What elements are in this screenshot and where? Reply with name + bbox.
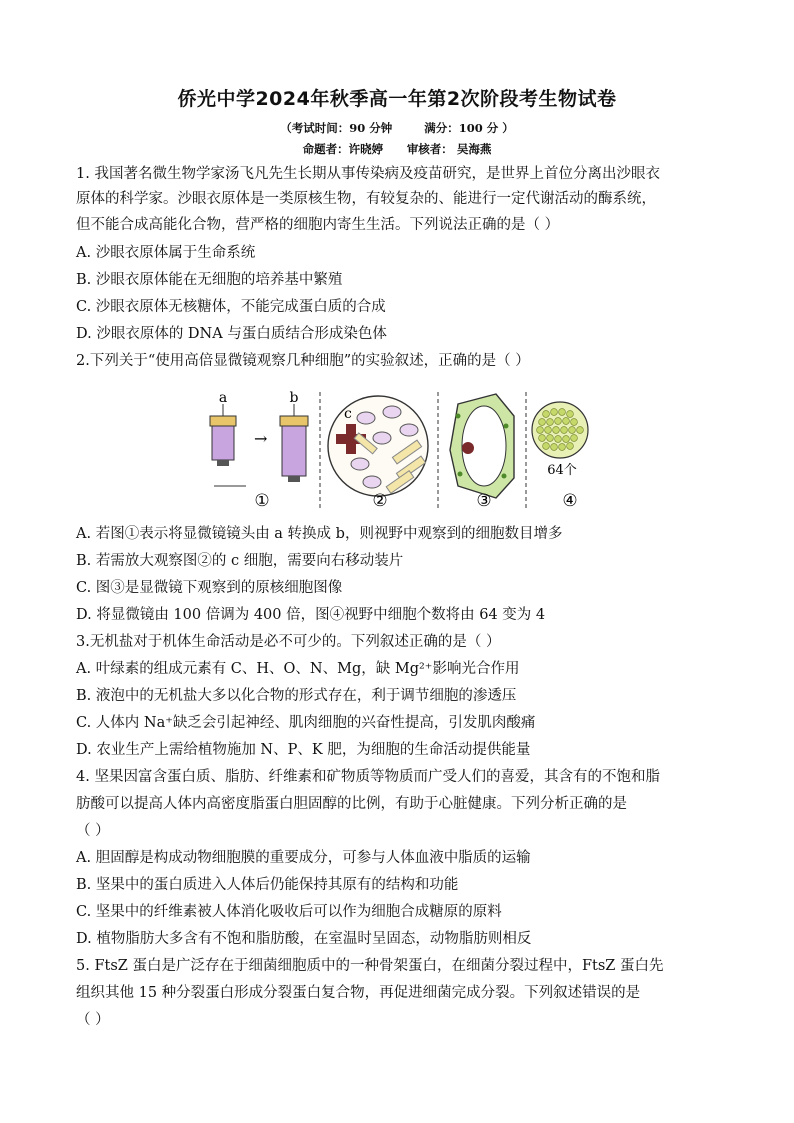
q2-option-b: B. 若需放大观察图②的 c 细胞，需要向右移动装片 [76,553,404,569]
q4-option-b: B. 坚果中的蛋白质进入人体后仍能保持其原有的结构和功能 [76,877,459,893]
panel-number-2: ② [372,491,388,511]
full-score: 满分：100 分 ） [424,121,514,135]
q4-stem-line2: 肪酸可以提高人体内高密度脂蛋白胆固醇的比例，有助于心脏健康。下列分析正确的是 [76,796,627,812]
q2-stem: 2.下列关于“使用高倍显微镜观察几种细胞”的实验叙述，正确的是（ ） [76,353,530,369]
setter: 命题者：许晓婷 [302,142,384,156]
label-c: c [344,406,352,422]
cell-count-label: 64个 [547,463,577,478]
q5-stem-line3: （ ） [76,1012,110,1028]
q1-option-c: C. 沙眼衣原体无核糖体，不能完成蛋白质的合成 [76,299,386,315]
exam-title: 侨光中学2024年秋季高一年第2次阶段考生物试卷 [177,88,617,110]
q1-option-a: A. 沙眼衣原体属于生命系统 [76,245,256,261]
q1-option-d: D. 沙眼衣原体的 DNA 与蛋白质结合形成染色体 [76,326,387,342]
label-b: b [289,390,299,406]
q4-option-c: C. 坚果中的纤维素被人体消化吸收后可以作为细胞合成糖原的原料 [76,904,502,920]
exam-time: （考试时间：90 分钟 [280,121,393,135]
q1-stem-line1: 1. 我国著名微生物学家汤飞凡先生长期从事传染病及疫苗研究，是世界上首位分离出沙眼衣 [76,166,660,182]
q5-stem-line1: 5. FtsZ 蛋白是广泛存在于细菌细胞质中的一种骨架蛋白，在细菌分裂过程中，FtsZ 蛋白先 [76,958,664,974]
reviewer: 审核者： 吴海燕 [406,142,492,156]
q4-option-a: A. 胆固醇是构成动物细胞膜的重要成分，可参与人体血液中脂质的运输 [76,850,531,866]
q3-option-b: B. 液泡中的无机盐大多以化合物的形式存在，利于调节细胞的渗透压 [76,688,517,704]
panel-number-1: ① [254,491,270,511]
exam-info [0,120,794,136]
q3-stem: 3.无机盐对于机体生命活动是必不可少的。下列叙述正确的是（ ） [76,634,501,650]
panel-number-3: ③ [476,491,492,511]
objective-lens-b [280,416,308,482]
microscope-view-cells [328,396,428,496]
q3-option-a: A. 叶绿素的组成元素有 C、H、O、N、Mg，缺 Mg²⁺影响光合作用 [76,661,520,677]
label-a: a [218,390,228,406]
plant-cell [450,394,514,498]
q4-stem-line1: 4. 坚果因富含蛋白质、脂肪、纤维素和矿物质等物质而广受人们的喜爱，其含有的不饱和脂 [76,769,660,785]
q2-option-a: A. 若图①表示将显微镜镜头由 a 转换成 b，则视野中观察到的细胞数目增多 [76,526,563,542]
objective-lens-a [210,416,236,466]
microscope-view-64-cells [532,402,588,458]
arrow-icon: → [254,429,268,448]
exam-authors [0,141,794,157]
q3-option-c: C. 人体内 Na⁺缺乏会引起神经、肌肉细胞的兴奋性提高，引发肌肉酸痛 [76,715,536,731]
q1-stem-line2: 原体的科学家。沙眼衣原体是一类原核生物，有较复杂的、能进行一定代谢活动的酶系统， [76,191,656,207]
q4-option-d: D. 植物脂肪大多含有不饱和脂肪酸，在室温时呈固态，动物脂肪则相反 [76,931,532,947]
q2-figure [196,390,596,515]
q2-option-c: C. 图③是显微镜下观察到的原核细胞图像 [76,580,343,596]
panel-number-4: ④ [562,491,578,511]
q3-option-d: D. 农业生产上需给植物施加 N、P、K 肥，为细胞的生命活动提供能量 [76,742,531,758]
q1-stem-line3: 但不能合成高能化合物，营严格的细胞内寄生生活。下列说法正确的是（ ） [76,217,560,233]
q4-stem-line3: （ ） [76,823,110,839]
q2-option-d: D. 将显微镜由 100 倍调为 400 倍，图④视野中细胞个数将由 64 变为 4 [76,607,546,623]
q5-stem-line2: 组织其他 15 种分裂蛋白形成分裂蛋白复合物，再促进细菌完成分裂。下列叙述错误的是 [76,985,641,1001]
q1-option-b: B. 沙眼衣原体能在无细胞的培养基中繁殖 [76,272,343,288]
